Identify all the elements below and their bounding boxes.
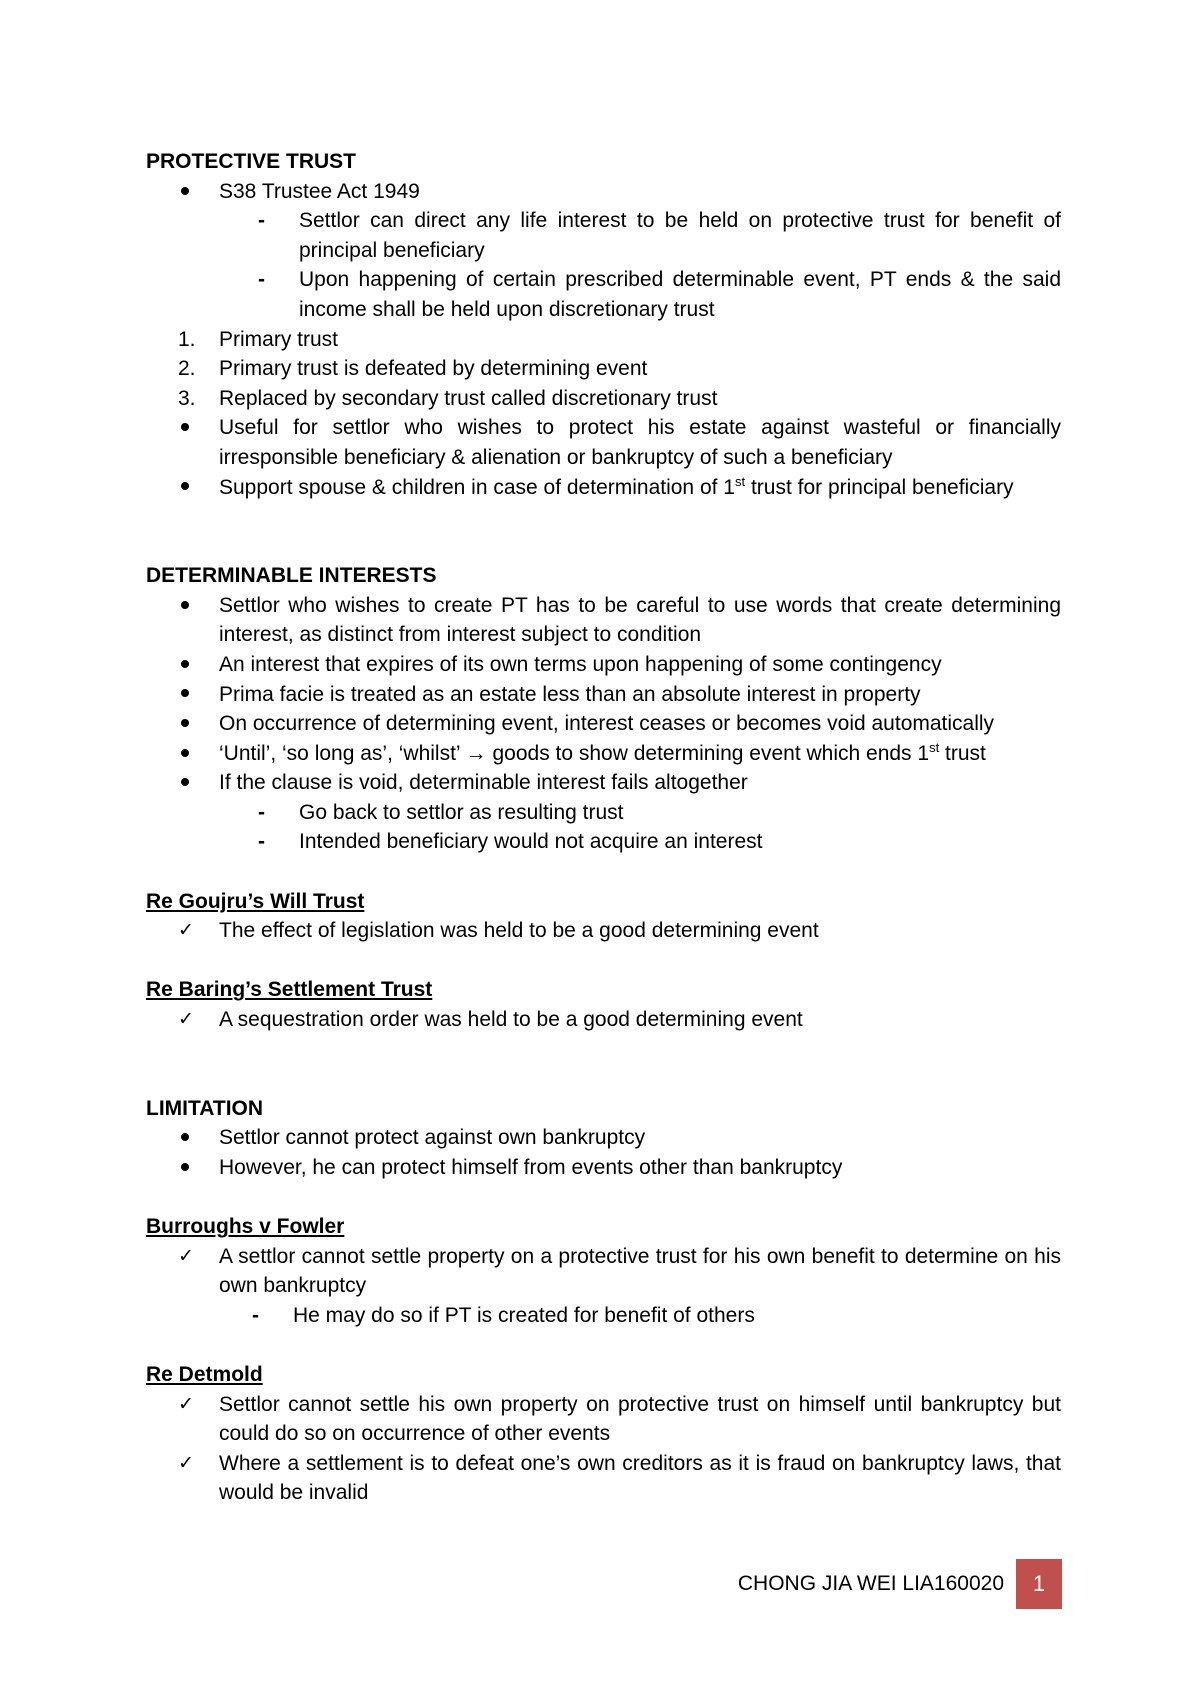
bullet-item: S38 Trustee Act 1949 bbox=[146, 177, 1061, 207]
footer-author: CHONG JIA WEI LIA160020 bbox=[737, 1572, 1004, 1595]
check-item: ✓ Settlor cannot settle his own property on protective trust on himself until bankruptcy but could do so on occurrence of other events bbox=[146, 1390, 1061, 1449]
numbered-item: 3. Replaced by secondary trust called discretionary trust bbox=[146, 384, 1061, 414]
dash-item: - Upon happening of certain prescribed determinable event, PT ends & the said income shall be held upon discretionary trust bbox=[146, 265, 1061, 324]
page-footer bbox=[738, 1559, 1062, 1609]
bullet-item: An interest that expires of its own terms upon happening of some contingency bbox=[146, 650, 1061, 680]
bullet-icon bbox=[181, 680, 201, 710]
bullet-item: Support spouse & children in case of determination of 1st trust for principal beneficiary bbox=[146, 473, 1061, 503]
dash-item: - Settlor can direct any life interest to be held on protective trust for benefit of principal beneficiary bbox=[146, 206, 1061, 265]
check-item: ✓ The effect of legislation was held to be a good determining event bbox=[146, 916, 1061, 946]
bullet-icon bbox=[181, 473, 201, 503]
bullet-icon bbox=[181, 591, 201, 621]
dash-icon: - bbox=[258, 209, 265, 233]
bullet-icon bbox=[181, 413, 201, 443]
dash-icon: - bbox=[258, 800, 265, 824]
bullet-icon bbox=[181, 650, 201, 680]
list-number: 3. bbox=[178, 386, 196, 410]
dash-item: - Intended beneficiary would not acquire an interest bbox=[146, 827, 1061, 857]
list-number: 1. bbox=[178, 327, 196, 351]
document-body bbox=[146, 147, 1061, 1508]
checkmark-icon: ✓ bbox=[178, 1392, 194, 1415]
heading-protective-trust: PROTECTIVE TRUST bbox=[146, 150, 357, 173]
dash-icon: - bbox=[258, 830, 265, 854]
bullet-item: Settlor who wishes to create PT has to be careful to use words that create determining interest, as distinct from interest subject to condition bbox=[146, 591, 1061, 650]
check-item: ✓ A settlor cannot settle property on a protective trust for his own benefit to determine on his own bankruptcy bbox=[146, 1242, 1061, 1301]
bullet-item: Prima facie is treated as an estate less than an absolute interest in property bbox=[146, 680, 1061, 710]
bullet-icon bbox=[181, 177, 201, 207]
bullet-icon bbox=[181, 768, 201, 798]
page-number: 1 bbox=[1032, 1571, 1046, 1596]
numbered-item: 1. Primary trust bbox=[146, 325, 1061, 355]
case-title-goujru: Re Goujru’s Will Trust bbox=[146, 889, 365, 913]
bullet-icon bbox=[181, 709, 201, 739]
checkmark-icon: ✓ bbox=[178, 1008, 194, 1031]
checkmark-icon: ✓ bbox=[178, 919, 194, 942]
bullet-item: If the clause is void, determinable interest fails altogether bbox=[146, 768, 1061, 798]
bullet-item: ‘Until’, ‘so long as’, ‘whilst’ → goods to show determining event which ends 1st trust bbox=[146, 739, 1061, 769]
dash-item: - He may do so if PT is created for benefit of others bbox=[146, 1301, 1061, 1331]
bullet-icon bbox=[181, 1153, 201, 1183]
numbered-item: 2. Primary trust is defeated by determining event bbox=[146, 354, 1061, 384]
heading-limitation: LIMITATION bbox=[146, 1096, 264, 1120]
dash-icon: - bbox=[252, 1303, 259, 1327]
bullet-item: However, he can protect himself from events other than bankruptcy bbox=[146, 1153, 1061, 1183]
heading-determinable-interests: DETERMINABLE INTERESTS bbox=[146, 564, 437, 588]
checkmark-icon: ✓ bbox=[178, 1451, 194, 1474]
dash-icon: - bbox=[258, 268, 265, 292]
case-title-detmold: Re Detmold bbox=[146, 1362, 263, 1386]
checkmark-icon: ✓ bbox=[178, 1244, 194, 1267]
case-title-burroughs: Burroughs v Fowler bbox=[146, 1215, 345, 1238]
bullet-item: Settlor cannot protect against own bankruptcy bbox=[146, 1123, 1061, 1153]
bullet-icon bbox=[181, 739, 201, 769]
bullet-item: Useful for settlor who wishes to protect his estate against wasteful or financially irresponsible beneficiary & alienation or bankruptcy of such a beneficiary bbox=[146, 413, 1061, 472]
dash-item: - Go back to settlor as resulting trust bbox=[146, 798, 1061, 828]
case-title-baring: Re Baring’s Settlement Trust bbox=[146, 978, 433, 1002]
bullet-icon bbox=[181, 1123, 201, 1153]
check-item: ✓ Where a settlement is to defeat one’s own creditors as it is fraud on bankruptcy laws, that would be invalid bbox=[146, 1449, 1061, 1508]
bullet-item: On occurrence of determining event, interest ceases or becomes void automatically bbox=[146, 709, 1061, 739]
check-item: ✓ A sequestration order was held to be a good determining event bbox=[146, 1005, 1061, 1035]
list-number: 2. bbox=[178, 357, 196, 381]
page-number-badge bbox=[1016, 1559, 1062, 1609]
